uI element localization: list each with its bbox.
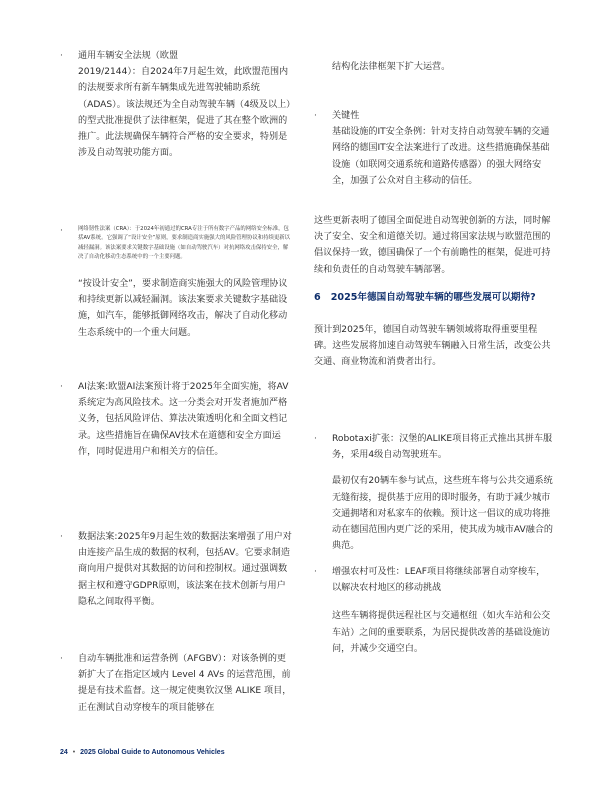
intro-paragraph: 预计到2025年，德国自动驾驶车辆领域将取得重要里程碑。这些发展将加速自动驾驶车辆融入日常生活，改变公共交通、商业物流和消费者出行。 xyxy=(314,325,551,368)
bullet-marker: · xyxy=(60,654,63,664)
bullet-marker: · xyxy=(60,51,63,61)
continued-text: 结构化法律框架下扩大运营。 xyxy=(332,62,451,72)
bullet-body: 基础设施的IT安全条例：针对支持自动驾驶车辆的交通网络的德国IT安全法案进行了改进。这些措施确保基础设施（如联网交通系统和道路传感器）的强大网络安全，加强了公众对自主移动的信任。 xyxy=(332,127,550,186)
bullet-body: 最初仅有20辆车参与试点，这些班车将与公共交通系统无缝衔接，提供基于应用的即时服务，有助于减少城市交通拥堵和对私家车的依赖。预计这一倡议的成功将推动在德国范围内更广泛的采用，使其成为城市AV融合的典范。 xyxy=(332,476,554,552)
bullet-rural-accessibility xyxy=(332,564,554,657)
summary-paragraph: 这些更新表明了德国全面促进自动驾驶创新的方法，同时解决了安全、安全和道德关切。通过将国家法规与欧盟范围的倡议保持一致，德国确保了一个有前瞻性的框架，促进可持续和负责任的自动驾驶车辆部署。 xyxy=(314,216,551,275)
bullet-body: 2019/2144）：自2024年7月起生效，此欧盟范围内的法规要求所有新车辆集成先进驾驶辅助系统（ADAS）。该法规还为全自动驾驶车辆（4级及以上）的型式批准提供了法律框架，促进了其在整个欧洲的推广。此法规确保车辆符合严格的安全要求，特别是涉及自动驾驶功能方面。 xyxy=(78,67,291,159)
cra-small-text: 网络韧性法案（CRA）：于2024年初通过的CRA专注于所有数字产品的网络安全标准，包括AV系统。它强调了“设计安全”原则，要求制造商实施强大的风险管理协议和持续更新以减轻漏洞。该法案要求关键数字基础设施（如自动驾驶汽车）对抗网络攻击保持安全，解决了自动化移动生态系统中的一个主要问题。 xyxy=(78,226,291,261)
section-heading xyxy=(314,291,554,305)
bullet-title: 通用车辆安全法规（欧盟 xyxy=(78,51,179,61)
footer-separator: • xyxy=(72,749,76,756)
bullet-ai-act: AI法案:欧盟AI法案预计将于2025年全面实施，将AV系统定为高风险技术。这一分类会对开发者施加严格义务，包括风险评估、算法决策透明化和全面文档记录。这些措施旨在确保AV技术在道德和安全方面运作，同时促进用户和相关方的信任。 xyxy=(78,382,289,457)
bullet-marker: · xyxy=(60,226,63,236)
bullet-marker: · xyxy=(314,111,317,121)
bullet-vehicle-safety-regulation xyxy=(78,48,292,161)
bullet-robotaxi xyxy=(332,431,554,554)
bullet-data-act: 数据法案:2025年9月起生效的数据法案增强了用户对由连接产品生成的数据的权利，包括AV。它要求制造商向用户提供对其数据的访问和控制权。通过强调数据主权和遵守GDPR原则，该法案在技术创新与用户隐私之间取得平衡。 xyxy=(78,532,292,607)
bullet-it-security xyxy=(332,108,554,189)
bullet-afgbv: 自动车辆批准和运营条例（AFGBV）：对该条例的更新扩大了在指定区域内 Level 4 AVs 的运营范围，前提是有技术监督。这一规定使奥钦汉堡 ALIKE 项目，正在测试自动穿梭车的项目能够在 xyxy=(78,654,292,713)
bullet-marker: · xyxy=(60,382,63,392)
section-title: 2025年德国自动驾驶车辆的哪些发展可以期待? xyxy=(330,292,536,303)
page-number: 24 xyxy=(60,749,68,756)
bullet-title: 增强农村可及性：LEAF项目将继续部署自动穿梭车，以解决农村地区的移动挑战 xyxy=(332,567,546,594)
bullet-marker: · xyxy=(60,532,63,542)
bullet-title: Robotaxi扩张：汉堡的ALIKE项目将正式推出其拼车服务，采用4级自动驾驶班车。 xyxy=(332,434,553,461)
bullet-title: 关键性 xyxy=(332,111,360,121)
bullet-body: 这些车辆将提供远程社区与交通枢纽（如火车站和公交车站）之间的重要联系，为居民提供改善的基础设施访问，并减少交通空白。 xyxy=(332,611,551,654)
bullet-marker: · xyxy=(314,567,317,577)
footer-title: 2025 Global Guide to Autonomous Vehicles xyxy=(80,749,225,756)
section-number: 6 xyxy=(314,292,321,303)
bullet-cyber-resilience-act: “按设计安全”，要求制造商实施强大的风险管理协议和持续更新以减轻漏洞。该法案要求关键数字基础设施，如汽车，能够抵御网络攻击，解决了自动化移动生态系统中的一个重大问题。 xyxy=(78,279,288,338)
page-footer xyxy=(60,749,225,756)
bullet-marker: · xyxy=(314,434,317,444)
